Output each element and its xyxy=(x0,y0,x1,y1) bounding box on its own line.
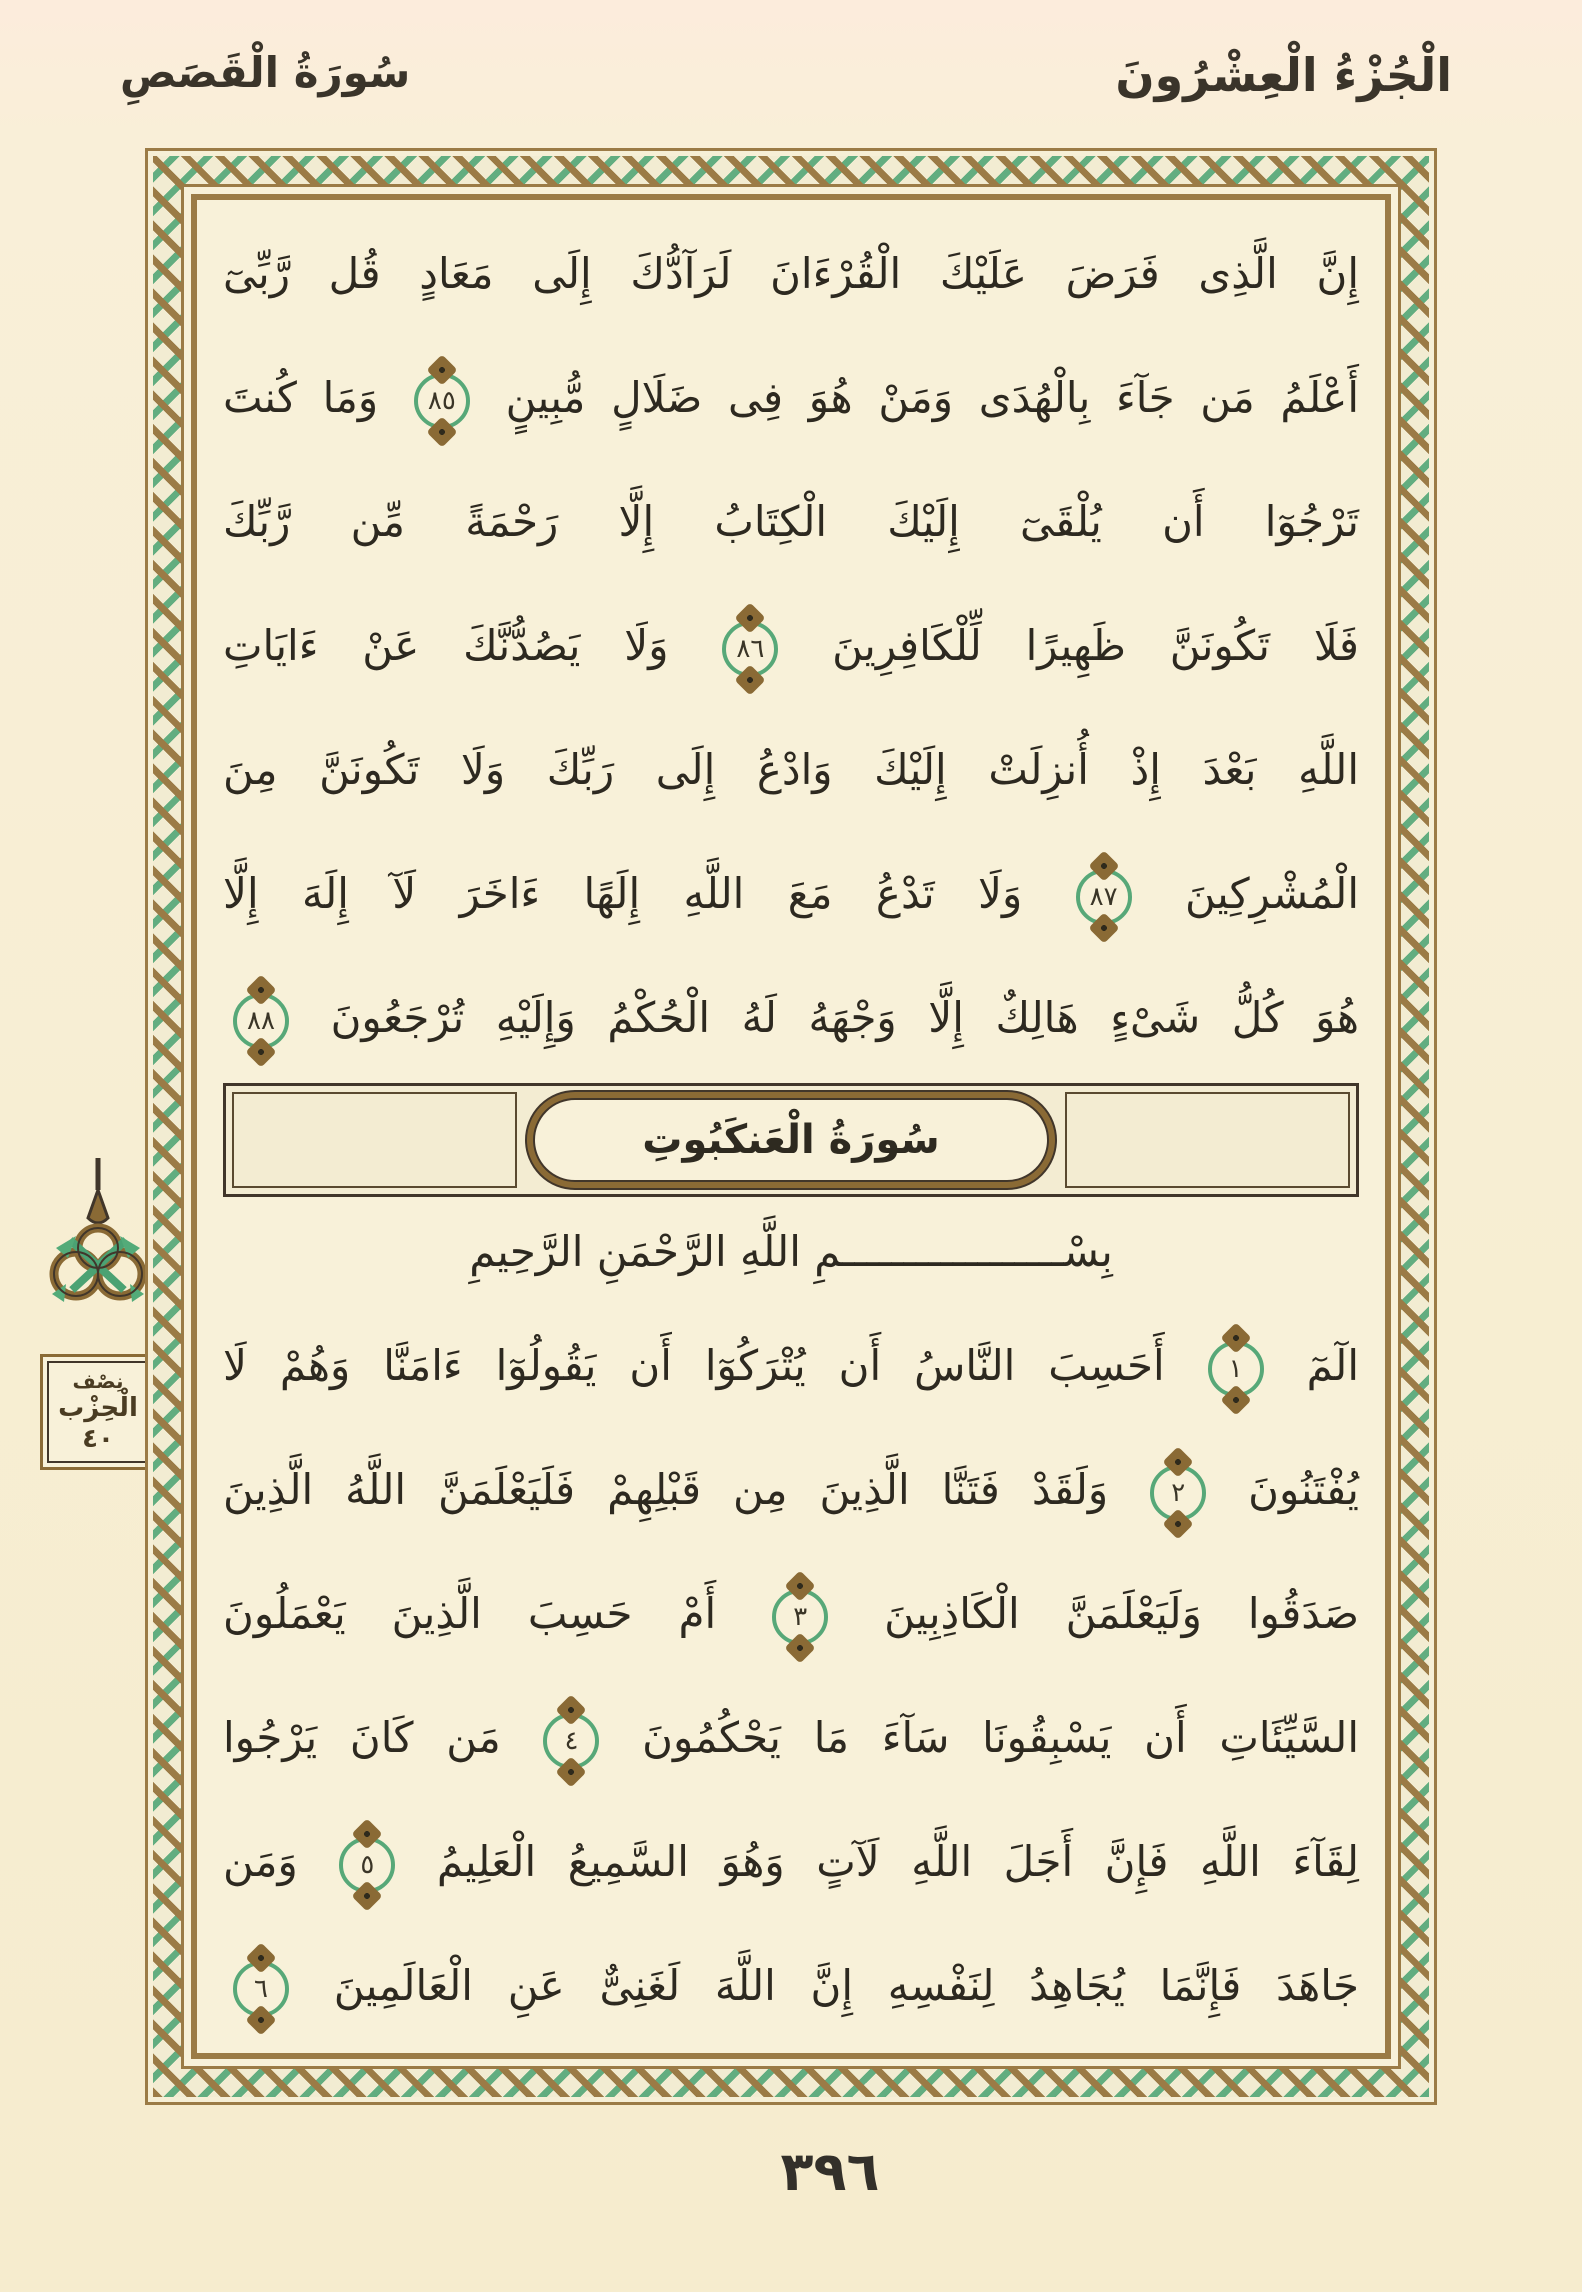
quran-line: الْمُشْرِكِينَ ٨٧ وَلَا تَدْعُ مَعَ اللَّهِ إِلَهًا ءَاخَرَ لَآ إِلَهَ إِلَّا xyxy=(223,832,1359,956)
verse-number-badge: ٨٥ xyxy=(414,373,470,429)
verse-number-badge: ٤ xyxy=(543,1713,599,1769)
arabesque-left-ornament xyxy=(1065,1092,1350,1188)
page-frame xyxy=(145,148,1437,2105)
quran-line: تَرْجُوٓا أَن يُلْقَىٓ إِلَيْكَ الْكِتَابُ إِلَّا رَحْمَةً مِّن رَّبِّكَ xyxy=(223,497,1359,546)
verse-number-badge: ٣ xyxy=(772,1589,828,1645)
hizb-number: ٤٠ xyxy=(82,1424,114,1454)
page-number: ٣٩٦ xyxy=(780,2140,880,2203)
verse-number-badge: ٥ xyxy=(339,1837,395,1893)
basmala-line: بِسْــــــــــــــــــمِ اللَّهِ الرَّحْمَنِ الرَّحِيمِ xyxy=(469,1227,1113,1276)
quran-line: فَلَا تَكُونَنَّ ظَهِيرًا لِّلْكَافِرِينَ ٨٦ وَلَا يَصُدُّنَّكَ عَنْ ءَايَاتِ xyxy=(223,584,1359,708)
quran-line: إِنَّ الَّذِى فَرَضَ عَلَيْكَ الْقُرْءَانَ لَرَآدُّكَ إِلَى مَعَادٍ قُل رَّبِّىٓ xyxy=(223,249,1359,298)
quran-line: السَّيِّئَاتِ أَن يَسْبِقُونَا سَآءَ مَا يَحْكُمُونَ ٤ مَن كَانَ يَرْجُوا xyxy=(223,1676,1359,1800)
hizb-knot-icon xyxy=(38,1156,158,1346)
hizb-label-top: نِصْف xyxy=(72,1369,124,1393)
frame-mosaic-band xyxy=(153,156,1429,2097)
current-surah-title: سُورَةُ الْقَصَصِ xyxy=(120,48,411,97)
hizb-label-mid: الْحِزْب xyxy=(58,1393,138,1423)
juz-title: الْجُزْءُ الْعِشْرُونَ xyxy=(1115,48,1452,102)
quran-line: لِقَآءَ اللَّهِ فَإِنَّ أَجَلَ اللَّهِ لَآتٍ وَهُوَ السَّمِيعُ الْعَلِيمُ ٥ وَمَن xyxy=(223,1800,1359,1924)
hizb-box xyxy=(40,1354,156,1470)
verse-number-badge: ٨٦ xyxy=(722,621,778,677)
quran-line: الٓمٓ ١ أَحَسِبَ النَّاسُ أَن يُتْرَكُوٓا أَن يَقُولُوٓا ءَامَنَّا وَهُمْ لَا xyxy=(223,1304,1359,1428)
verse-number-badge: ٨٨ xyxy=(233,993,289,1049)
quran-line: أَعْلَمُ مَن جَآءَ بِالْهُدَى وَمَنْ هُوَ فِى ضَلَالٍ مُّبِينٍ ٨٥ وَمَا كُنتَ xyxy=(223,336,1359,460)
verse-number-badge: ٢ xyxy=(1150,1465,1206,1521)
quran-line: صَدَقُوا وَلَيَعْلَمَنَّ الْكَاذِبِينَ ٣ أَمْ حَسِبَ الَّذِينَ يَعْمَلُونَ xyxy=(223,1552,1359,1676)
surah-title-cartouche xyxy=(525,1090,1057,1190)
verse-number-badge: ١ xyxy=(1208,1341,1264,1397)
verse-number-badge: ٨٧ xyxy=(1076,869,1132,925)
arabesque-right-ornament xyxy=(232,1092,517,1188)
qasas-lines xyxy=(223,212,1359,1080)
surah-title: سُورَةُ الْعَنكَبُوتِ xyxy=(533,1098,1049,1182)
quran-line: جَاهَدَ فَإِنَّمَا يُجَاهِدُ لِنَفْسِهِ إِنَّ اللَّهَ لَغَنِىٌّ عَنِ الْعَالَمِينَ ٦ xyxy=(223,1924,1359,2048)
mushaf-text-area xyxy=(197,200,1385,2053)
quran-line: هُوَ كُلُّ شَىْءٍ هَالِكٌ إِلَّا وَجْهَهُ لَهُ الْحُكْمُ وَإِلَيْهِ تُرْجَعُونَ ٨٨ xyxy=(223,956,1359,1080)
ankabut-lines xyxy=(223,1304,1359,2048)
surah-header-band xyxy=(223,1083,1359,1197)
verse-number-badge: ٦ xyxy=(233,1961,289,2017)
quran-line: اللَّهِ بَعْدَ إِذْ أُنزِلَتْ إِلَيْكَ وَادْعُ إِلَى رَبِّكَ وَلَا تَكُونَنَّ مِنَ xyxy=(223,745,1359,794)
quran-line: يُفْتَنُونَ ٢ وَلَقَدْ فَتَنَّا الَّذِينَ مِن قَبْلِهِمْ فَلَيَعْلَمَنَّ اللَّهُ الَّذِينَ xyxy=(223,1428,1359,1552)
